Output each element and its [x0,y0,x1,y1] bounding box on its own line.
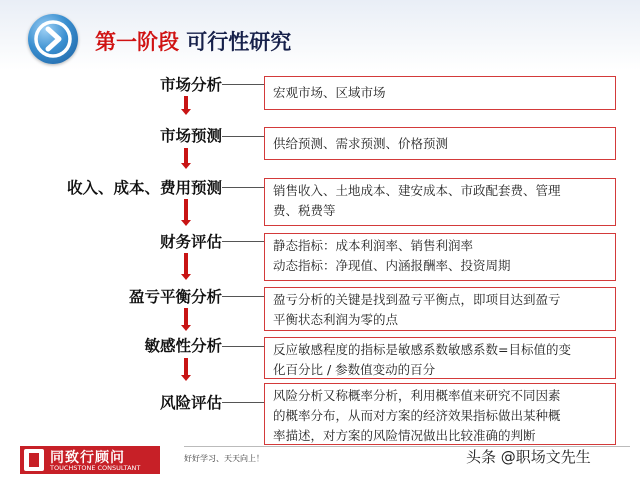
brand-name: 同致行顾问 [50,450,125,466]
step-connector [222,241,264,242]
step-label-breakeven-analysis: 盈亏平衡分析 [128,288,222,306]
brand-mark-icon [24,449,44,471]
step-connector [222,402,264,403]
step-desc-sensitivity-analysis: 反应敏感程度的指标是敏感系数敏感系数=目标值的变 化百分比 / 参数值变动的百分 [264,337,616,379]
arrow-circle-icon [28,14,78,64]
step-connector [222,84,264,85]
step-desc-risk-assessment: 风险分析又称概率分析，利用概率值来研究不同因素 的概率分布，从而对方案的经济效果指标做出某种概 率描述，对方案的风险情况做出比较准确的判断 [264,383,616,445]
step-desc-breakeven-analysis: 盈亏分析的关键是找到盈亏平衡点，即项目达到盈亏 平衡状态利润为零的点 [264,287,616,331]
step-desc-market-analysis: 宏观市场、区域市场 [264,76,616,110]
step-connector [222,187,264,188]
watermark-text: 头条 @职场文先生 [466,448,591,466]
step-label-market-analysis: 市场分析 [159,76,222,94]
step-desc-financial-evaluation: 静态指标：成本利润率、销售利润率 动态指标：净现值、内涵报酬率、投资周期 [264,233,616,281]
step-connector [222,136,264,137]
step-label-financial-evaluation: 财务评估 [159,233,222,251]
brand-logo [20,446,160,474]
step-desc-market-forecast: 供给预测、需求预测、价格预测 [264,127,616,160]
step-label-risk-assessment: 风险评估 [159,394,222,412]
page-title [95,26,291,56]
step-desc-revenue-cost-forecast: 销售收入、土地成本、建安成本、市政配套费、管理 费、税费等 [264,178,616,226]
step-label-market-forecast: 市场预测 [159,127,222,145]
title-stage: 第一阶段 [95,30,179,54]
step-label-sensitivity-analysis: 敏感性分析 [144,337,222,355]
step-connector [222,346,264,347]
brand-subtitle: TOUCHSTONE CONSULTANT [50,464,141,472]
title-topic: 可行性研究 [179,30,292,54]
footer-slogan: 好好学习、天天向上！ [184,454,264,463]
step-connector [222,296,264,297]
step-label-revenue-cost-forecast: 收入、成本、费用预测 [66,179,222,197]
